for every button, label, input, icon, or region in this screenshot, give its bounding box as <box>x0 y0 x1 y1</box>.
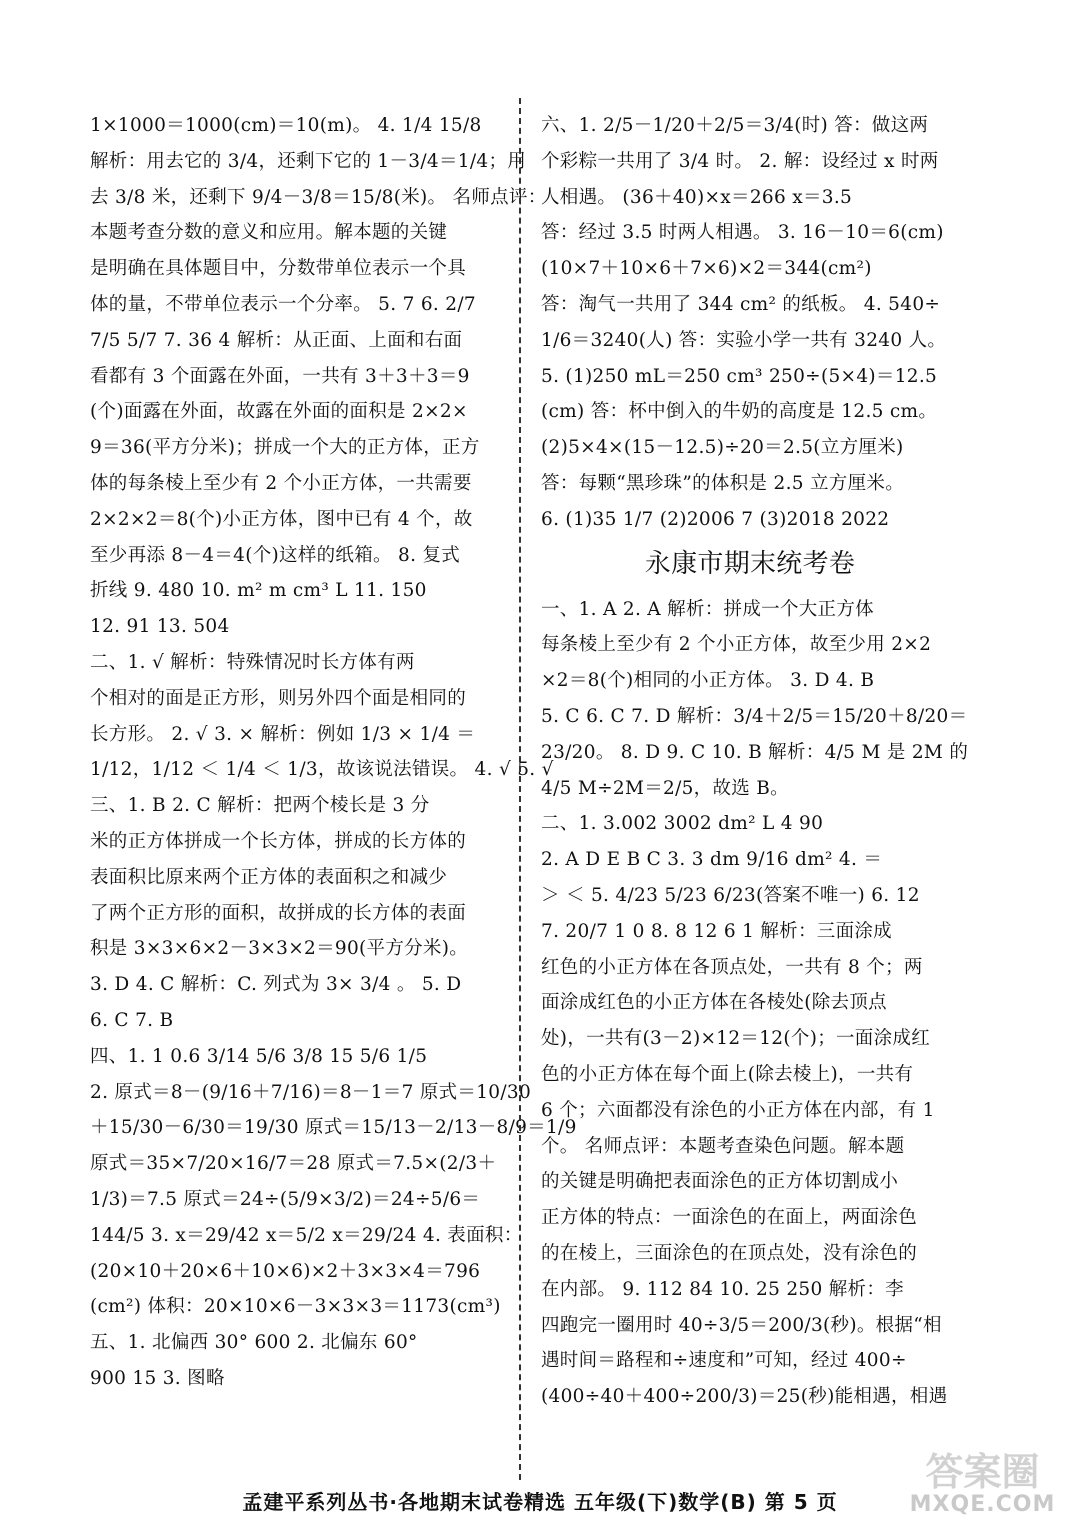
answer-line: 三、1. B 2. C 解析：把两个棱长是 3 分 <box>90 795 430 817</box>
answer-line: 积是 3×3×6×2－3×3×2＝90(平方分米)。 <box>90 938 469 960</box>
answer-line: 每条棱上至少有 2 个小正方体，故至少用 2×2 <box>541 634 932 656</box>
answer-line: 答：淘气一共用了 344 cm² 的纸板。 4. 540÷ <box>541 293 941 315</box>
column-divider <box>519 98 521 1480</box>
answer-line: 表面积比原来两个正方体的表面积之和减少 <box>90 866 448 888</box>
answer-line: 23/20。 8. D 9. C 10. B 解析：4/5 M 是 2M 的 <box>541 741 969 763</box>
answer-line: 是明确在具体题目中，分数带单位表示一个具 <box>90 258 467 280</box>
answer-line: (20×10＋20×6＋10×6)×2＋3×3×4＝796 <box>90 1260 481 1282</box>
answer-line: 7. 20/7 1 0 8. 8 12 6 1 解析：三面涂成 <box>541 920 892 942</box>
answer-line: 6. C 7. B <box>90 1009 174 1031</box>
answer-line: 1/3)＝7.5 原式＝24÷(5/9×3/2)＝24÷5/6＝ <box>90 1188 481 1210</box>
answer-line: 在内部。 9. 112 84 10. 25 250 解析：李 <box>541 1278 904 1300</box>
answer-line: 12. 91 13. 504 <box>90 616 230 638</box>
answer-line: 二、1. √ 解析：特殊情况时长方体有两 <box>90 651 415 673</box>
answer-line: 1×1000＝1000(cm)＝10(m)。 4. 1/4 15/8 <box>90 115 482 136</box>
answer-line: 四、1. 1 0.6 3/14 5/6 3/8 15 5/6 1/5 <box>90 1045 428 1067</box>
answer-line: 5. C 6. C 7. D 解析：3/4＋2/5＝15/20＋8/20＝ <box>541 705 968 727</box>
answer-line: 人相遇。 (36＋40)×x＝266 x＝3.5 <box>541 186 853 208</box>
answer-line: 折线 9. 480 10. m² m cm³ L 11. 150 <box>90 580 427 602</box>
answer-line: 体的每条棱上至少有 2 个小正方体，一共需要 <box>90 472 472 494</box>
section-title: 永康市期末统考卷 <box>644 548 856 579</box>
right-column-bottom-answers <box>541 592 969 1415</box>
answer-line: 个彩粽一共用了 3/4 时。 2. 解：设经过 x 时两 <box>541 150 939 172</box>
answer-line: 答：经过 3.5 时两人相遇。 3. 16－10＝6(cm) <box>541 222 944 244</box>
answer-line: 了两个正方形的面积，故拼成的长方体的表面 <box>90 902 467 924</box>
answer-line: 6 个；六面都没有涂色的小正方体在内部，有 1 <box>541 1099 935 1121</box>
right-column-top-answers <box>541 108 959 538</box>
answer-line: 遇时间＝路程和÷速度和”可知，经过 400÷ <box>541 1350 907 1372</box>
answer-line: 3. D 4. C 解析：C. 列式为 3× 3/4 。 5. D <box>90 974 462 996</box>
answer-line: 六、1. 2/5－1/20＋2/5＝3/4(时) 答：做这两 <box>541 115 929 136</box>
answer-line: 红色的小正方体在各顶点处，一共有 8 个；两 <box>541 956 923 978</box>
watermark-logo <box>900 1452 1065 1522</box>
answer-line: 900 15 3. 图略 <box>90 1367 225 1389</box>
answer-line: 二、1. 3.002 3002 dm² L 4 90 <box>541 813 824 835</box>
answer-line: (个)面露在外面，故露在外面的面积是 2×2× <box>90 401 468 423</box>
answer-line: 2. A D E B C 3. 3 dm 9/16 dm² 4. ＝ <box>541 849 883 871</box>
answer-line: 至少再添 8－4＝4(个)这样的纸箱。 8. 复式 <box>90 544 461 566</box>
answer-line: 一、1. A 2. A 解析：拼成一个大正方体 <box>541 598 874 620</box>
answer-line: ×2＝8(个)相同的小正方体。 3. D 4. B <box>541 670 875 692</box>
watermark-domain-text: MXQE.COM <box>909 1492 1056 1517</box>
watermark-logo-text: 答案圈 <box>925 1450 1040 1494</box>
answer-line: 解析：用去它的 3/4，还剩下它的 1－3/4＝1/4；用 <box>90 150 527 172</box>
answer-line: 2. 原式＝8－(9/16＋7/16)＝8－1＝7 原式＝10/30 <box>90 1081 532 1103</box>
answer-line: 5. (1)250 mL＝250 cm³ 250÷(5×4)＝12.5 <box>541 365 938 387</box>
right-column <box>541 108 969 1415</box>
left-column <box>90 108 577 1397</box>
answer-line: 144/5 3. x＝29/42 x＝5/2 x＝29/24 4. 表面积： <box>90 1224 523 1246</box>
answer-line: 处)，一共有(3－2)×12＝12(个)；一面涂成红 <box>541 1028 931 1050</box>
answer-line: 4/5 M÷2M＝2/5，故选 B。 <box>541 777 789 799</box>
answer-line: 个相对的面是正方形，则另外四个面是相同的 <box>90 687 467 709</box>
answer-line: 原式＝35×7/20×16/7＝28 原式＝7.5×(2/3＋ <box>90 1153 497 1175</box>
answer-line: 1/6＝3240(人) 答：实验小学一共有 3240 人。 <box>541 329 947 351</box>
page-footer: 孟建平系列丛书·各地期末试卷精选 五年级(下)数学(B) 第 5 页 <box>242 1490 838 1514</box>
answer-line: 答：每颗“黑珍珠”的体积是 2.5 立方厘米。 <box>541 472 904 494</box>
answer-line: 正方体的特点：一面涂色的在面上，两面涂色 <box>541 1207 918 1229</box>
answer-line: 体的量，不带单位表示一个分率。 5. 7 6. 2/7 <box>90 293 476 315</box>
answer-line: 的关键是明确把表面涂色的正方体切割成小 <box>541 1171 899 1193</box>
answer-line: 去 3/8 米，还剩下 9/4－3/8＝15/8(米)。 名师点评： <box>90 186 547 208</box>
answer-line: (400÷40＋400÷200/3)＝25(秒)能相遇，相遇 <box>541 1386 948 1408</box>
answer-line: 四跑完一圈用时 40÷3/5＝200/3(秒)。根据“相 <box>541 1314 942 1336</box>
answer-line: ＋15/30－6/30＝19/30 原式＝15/13－2/13－8/9＝1/9 <box>90 1117 577 1139</box>
answer-line: 1/12，1/12 ＜ 1/4 ＜ 1/3，故该说法错误。 4. √ 5. √ <box>90 759 554 781</box>
answer-line: 本题考查分数的意义和应用。解本题的关键 <box>90 222 448 244</box>
answer-line: 面涂成红色的小正方体在各棱处(除去顶点 <box>541 992 887 1014</box>
answer-line: 五、1. 北偏西 30° 600 2. 北偏东 60° <box>90 1332 418 1354</box>
answer-line: (10×7＋10×6＋7×6)×2＝344(cm²) <box>541 258 872 280</box>
answer-line: (2)5×4×(15－12.5)÷20＝2.5(立方厘米) <box>541 437 904 459</box>
answer-line: (cm) 答：杯中倒入的牛奶的高度是 12.5 cm。 <box>541 401 938 423</box>
answer-line: 米的正方体拼成一个长方体，拼成的长方体的 <box>90 830 467 852</box>
answer-line: 9＝36(平方分米)；拼成一个大的正方体，正方 <box>90 437 480 459</box>
answer-line: 6. (1)35 1/7 (2)2006 7 (3)2018 2022 <box>541 508 890 530</box>
answer-line: 7/5 5/7 7. 36 4 解析：从正面、上面和右面 <box>90 329 463 351</box>
answer-line: 2×2×2＝8(个)小正方体，图中已有 4 个，故 <box>90 508 473 530</box>
answer-line: 色的小正方体在每个面上(除去棱上)，一共有 <box>541 1063 914 1085</box>
answer-line: 看都有 3 个面露在外面，一共有 3＋3＋3＝9 <box>90 365 470 387</box>
answer-line: 的在棱上，三面涂色的在顶点处，没有涂色的 <box>541 1242 918 1264</box>
answer-line: ＞ ＜ 5. 4/23 5/23 6/23(答案不唯一) 6. 12 <box>541 884 920 906</box>
answer-line: 个。 名师点评：本题考查染色问题。解本题 <box>541 1135 905 1157</box>
answer-line: 长方形。 2. √ 3. × 解析：例如 1/3 × 1/4 ＝ <box>90 723 476 745</box>
answer-line: (cm²) 体积：20×10×6－3×3×3＝1173(cm³) <box>90 1296 501 1318</box>
